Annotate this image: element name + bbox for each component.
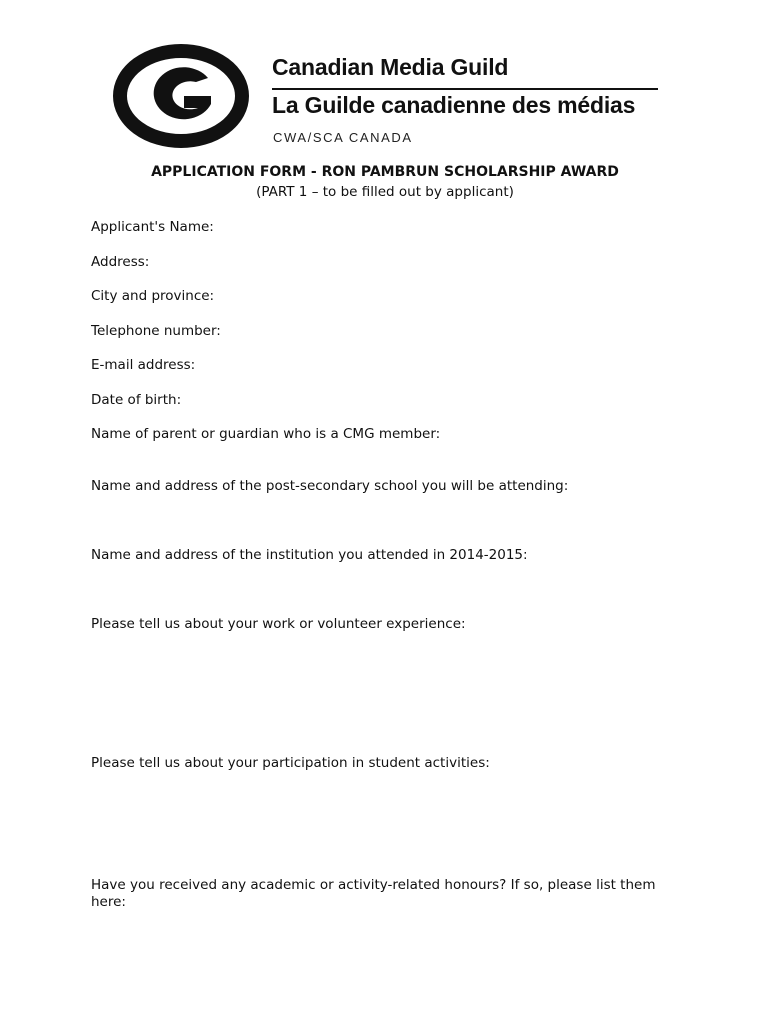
logo-english-name: Canadian Media Guild [272, 54, 509, 80]
logo-affiliation: CWA/SCA CANADA [273, 130, 413, 145]
field-student-activities-label: Please tell us about your participation in student activities: [91, 755, 490, 771]
field-email-label: E-mail address: [91, 357, 196, 373]
field-date-of-birth-label: Date of birth: [91, 392, 182, 408]
logo-french-name: La Guilde canadienne des médias [272, 92, 636, 118]
field-applicant-name-label: Applicant's Name: [91, 219, 214, 235]
form-title: APPLICATION FORM - RON PAMBRUN SCHOLARSHIP AWARD [151, 164, 619, 180]
field-work-experience-label: Please tell us about your work or volunteer experience: [91, 616, 466, 632]
form-subtitle: (PART 1 – to be filled out by applicant) [256, 184, 514, 200]
field-honours-label: Have you received any academic or activity-related honours? If so, please list them here: [91, 877, 656, 910]
cmg-g-logo-icon [112, 44, 250, 148]
field-previous-institution-label: Name and address of the institution you attended in 2014-2015: [91, 547, 528, 563]
field-post-secondary-school-label: Name and address of the post-secondary school you will be attending: [91, 478, 569, 494]
logo-divider [272, 88, 658, 90]
field-city-province-label: City and province: [91, 288, 215, 304]
field-address-label: Address: [91, 254, 150, 270]
cmg-logo [112, 44, 660, 150]
field-parent-guardian-label: Name of parent or guardian who is a CMG member: [91, 426, 441, 442]
field-telephone-label: Telephone number: [91, 323, 221, 339]
